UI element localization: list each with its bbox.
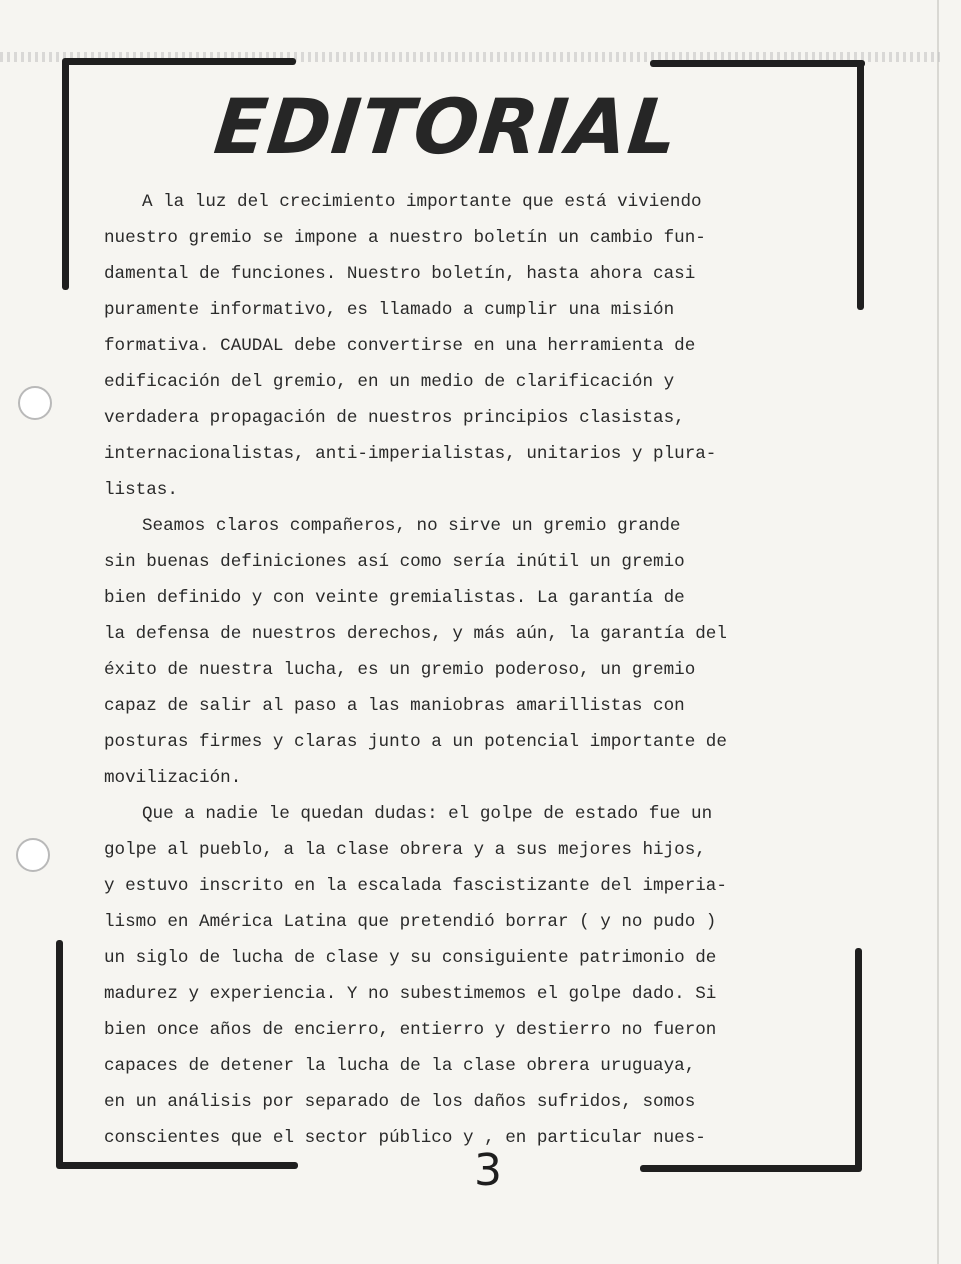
text-line: sin buenas definiciones así como sería inútil un gremio <box>104 552 685 572</box>
text-line: golpe al pueblo, a la clase obrera y a sus mejores hijos, <box>104 840 706 860</box>
frame-left-bottom-stroke <box>56 940 63 1168</box>
text-line: listas. <box>104 480 178 500</box>
text-line: capaz de salir al paso a las maniobras amarillistas con <box>104 696 685 716</box>
page-number: 3 <box>474 1145 502 1196</box>
editorial-body <box>104 184 874 1156</box>
text-line: madurez y experiencia. Y no subestimemos el golpe dado. Si <box>104 984 717 1004</box>
text-line: A la luz del crecimiento importante que está viviendo <box>142 192 702 212</box>
text-line: verdadera propagación de nuestros principios clasistas, <box>104 408 685 428</box>
frame-bottom-left-stroke <box>56 1162 298 1169</box>
page-title: EDITORIAL <box>210 82 683 171</box>
text-line: edificación del gremio, en un medio de clarificación y <box>104 372 675 392</box>
text-line: un siglo de lucha de clase y su consiguiente patrimonio de <box>104 948 717 968</box>
binder-hole-icon <box>16 838 50 872</box>
text-line: conscientes que el sector público y , en particular nues- <box>104 1128 706 1148</box>
paragraph-3 <box>104 796 874 1156</box>
page-edge <box>937 0 939 1264</box>
paragraph-2 <box>104 508 874 796</box>
text-line: bien definido y con veinte gremialistas. La garantía de <box>104 588 685 608</box>
text-line: y estuvo inscrito en la escalada fascistizante del imperia- <box>104 876 727 896</box>
text-line: lismo en América Latina que pretendió borrar ( y no pudo ) <box>104 912 717 932</box>
frame-bottom-right-stroke <box>640 1165 862 1172</box>
text-line: internacionalistas, anti-imperialistas, unitarios y plura- <box>104 444 717 464</box>
binder-hole-icon <box>18 386 52 420</box>
text-line: damental de funciones. Nuestro boletín, hasta ahora casi <box>104 264 696 284</box>
text-line: posturas firmes y claras junto a un potencial importante de <box>104 732 727 752</box>
text-line: en un análisis por separado de los daños sufridos, somos <box>104 1092 696 1112</box>
text-line: Que a nadie le quedan dudas: el golpe de estado fue un <box>142 804 713 824</box>
text-line: la defensa de nuestros derechos, y más aún, la garantía del <box>104 624 727 644</box>
frame-top-right-stroke <box>650 60 865 67</box>
text-line: formativa. CAUDAL debe convertirse en una herramienta de <box>104 336 696 356</box>
frame-top-left-stroke <box>64 58 296 65</box>
text-line: movilización. <box>104 768 242 788</box>
text-line: capaces de detener la lucha de la clase obrera uruguaya, <box>104 1056 696 1076</box>
paragraph-1 <box>104 184 874 508</box>
text-line: Seamos claros compañeros, no sirve un gremio grande <box>142 516 681 536</box>
text-line: bien once años de encierro, entierro y destierro no fueron <box>104 1020 717 1040</box>
text-line: puramente informativo, es llamado a cumplir una misión <box>104 300 675 320</box>
frame-left-top-stroke <box>62 58 69 290</box>
text-line: nuestro gremio se impone a nuestro boletín un cambio fun- <box>104 228 706 248</box>
text-line: éxito de nuestra lucha, es un gremio poderoso, un gremio <box>104 660 696 680</box>
